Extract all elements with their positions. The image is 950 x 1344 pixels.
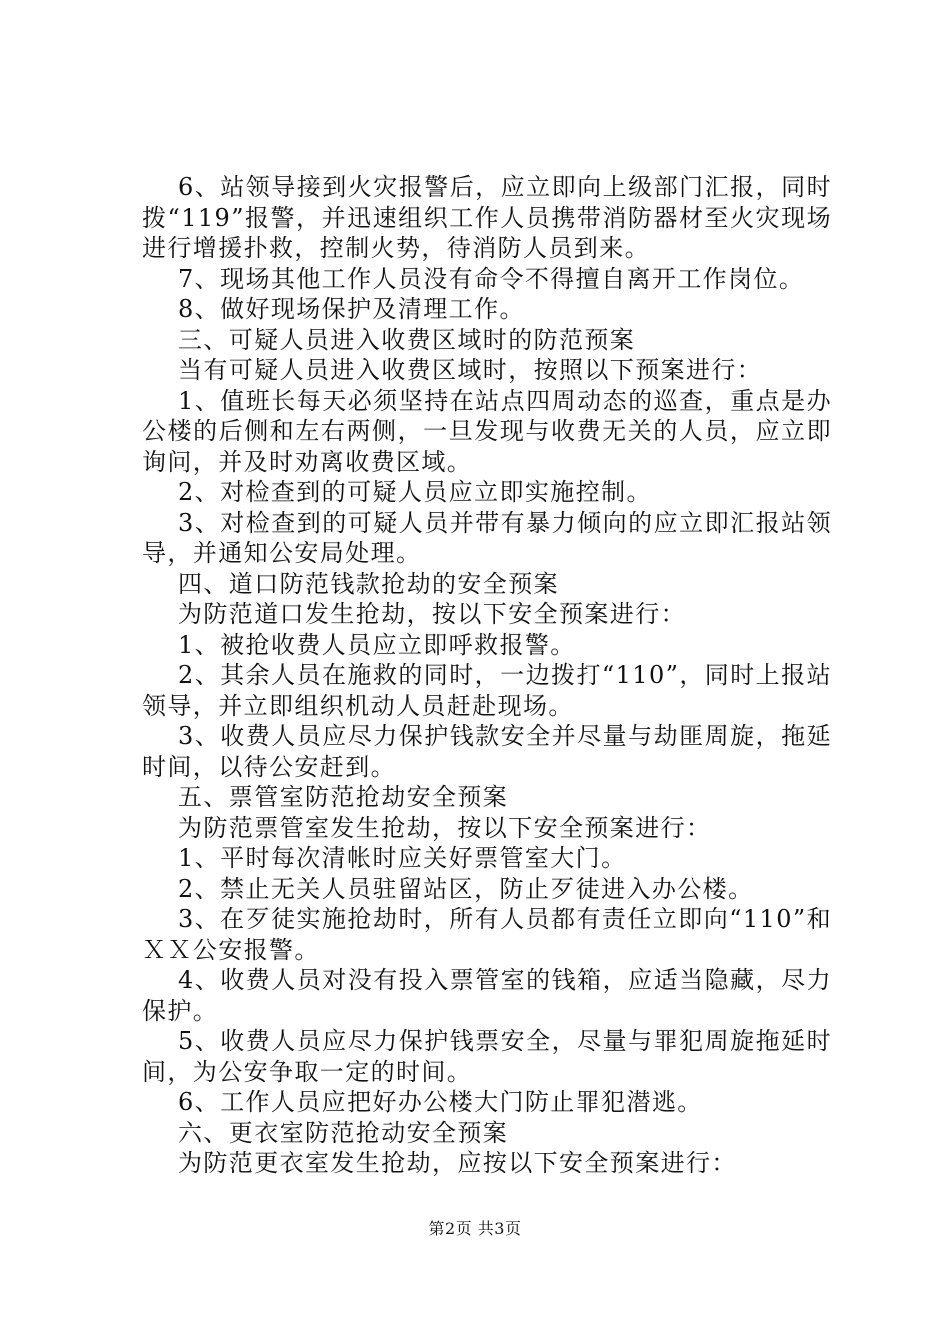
paragraph-ticket-5: 5、收费人员应尽力保护钱票安全，尽量与罪犯周旋拖延时间，为公安争取一定的时间。	[142, 1027, 832, 1086]
paragraph-lane-2: 2、其余人员在施救的同时，一边拨打“110”，同时上报站领导，并立即组织机动人员赶赴现场。	[142, 661, 832, 720]
paragraph-lane-1: 1、被抢收费人员应立即呼救报警。	[178, 630, 576, 659]
page-number-footer: 第2页 共3页	[428, 1219, 522, 1238]
paragraph-ticket-6: 6、工作人员应把好办公楼大门防止罪犯潜逃。	[178, 1088, 703, 1116]
paragraph-ticket-2: 2、禁止无关人员驻留站区，防止歹徒进入办公楼。	[178, 874, 754, 903]
section-heading-5: 五、票管室防范抢劫安全预案	[178, 783, 509, 811]
paragraph-lane-intro: 为防范道口发生抢劫，按以下安全预案进行：	[178, 600, 686, 628]
paragraph-ticket-1: 1、平时每次清帐时应关好票管室大门。	[178, 844, 627, 872]
document-body	[142, 172, 832, 1179]
paragraph-suspect-3: 3、对检查到的可疑人员并带有暴力倾向的应立即汇报站领导，并通知公安局处理。	[142, 508, 832, 567]
section-heading-3: 三、可疑人员进入收费区域时的防范预案	[178, 325, 636, 354]
section-heading-6: 六、更衣室防范抢动安全预案	[178, 1118, 509, 1147]
paragraph-fire-7: 7、现场其他工作人员没有命令不得擅自离开工作岗位。	[178, 264, 805, 293]
section-heading-4: 四、道口防范钱款抢劫的安全预案	[178, 569, 559, 598]
paragraph-ticket-intro: 为防范票管室发生抢劫，按以下安全预案进行：	[178, 813, 712, 842]
paragraph-locker-intro: 为防范更衣室发生抢劫，应按以下安全预案进行：	[178, 1149, 737, 1177]
paragraph-fire-6: 6、站领导接到火灾报警后，应立即向上级部门汇报，同时拨“119”报警，并迅速组织工作人员携带消防器材至火灾现场进行增援扑救，控制火势，待消防人员到来。	[142, 173, 832, 262]
paragraph-ticket-4: 4、收费人员对没有投入票管室的钱箱，应适当隐藏，尽力保护。	[142, 966, 832, 1025]
paragraph-ticket-3: 3、在歹徒实施抢劫时，所有人员都有责任立即向“110”和ＸＸ公安报警。	[142, 905, 832, 964]
paragraph-suspect-1: 1、值班长每天必须坚持在站点四周动态的巡查，重点是办公楼的后侧和左右两侧，一旦发现与收费无关的人员，应立即询问，并及时劝离收费区域。	[142, 386, 832, 476]
paragraph-fire-8: 8、做好现场保护及清理工作。	[178, 295, 525, 323]
paragraph-suspect-2: 2、对检查到的可疑人员应立即实施控制。	[178, 478, 652, 506]
paragraph-lane-3: 3、收费人员应尽力保护钱款安全并尽量与劫匪周旋，拖延时间，以待公安赶到。	[142, 722, 832, 781]
paragraph-suspect-intro: 当有可疑人员进入收费区域时，按照以下预案进行：	[178, 356, 763, 384]
